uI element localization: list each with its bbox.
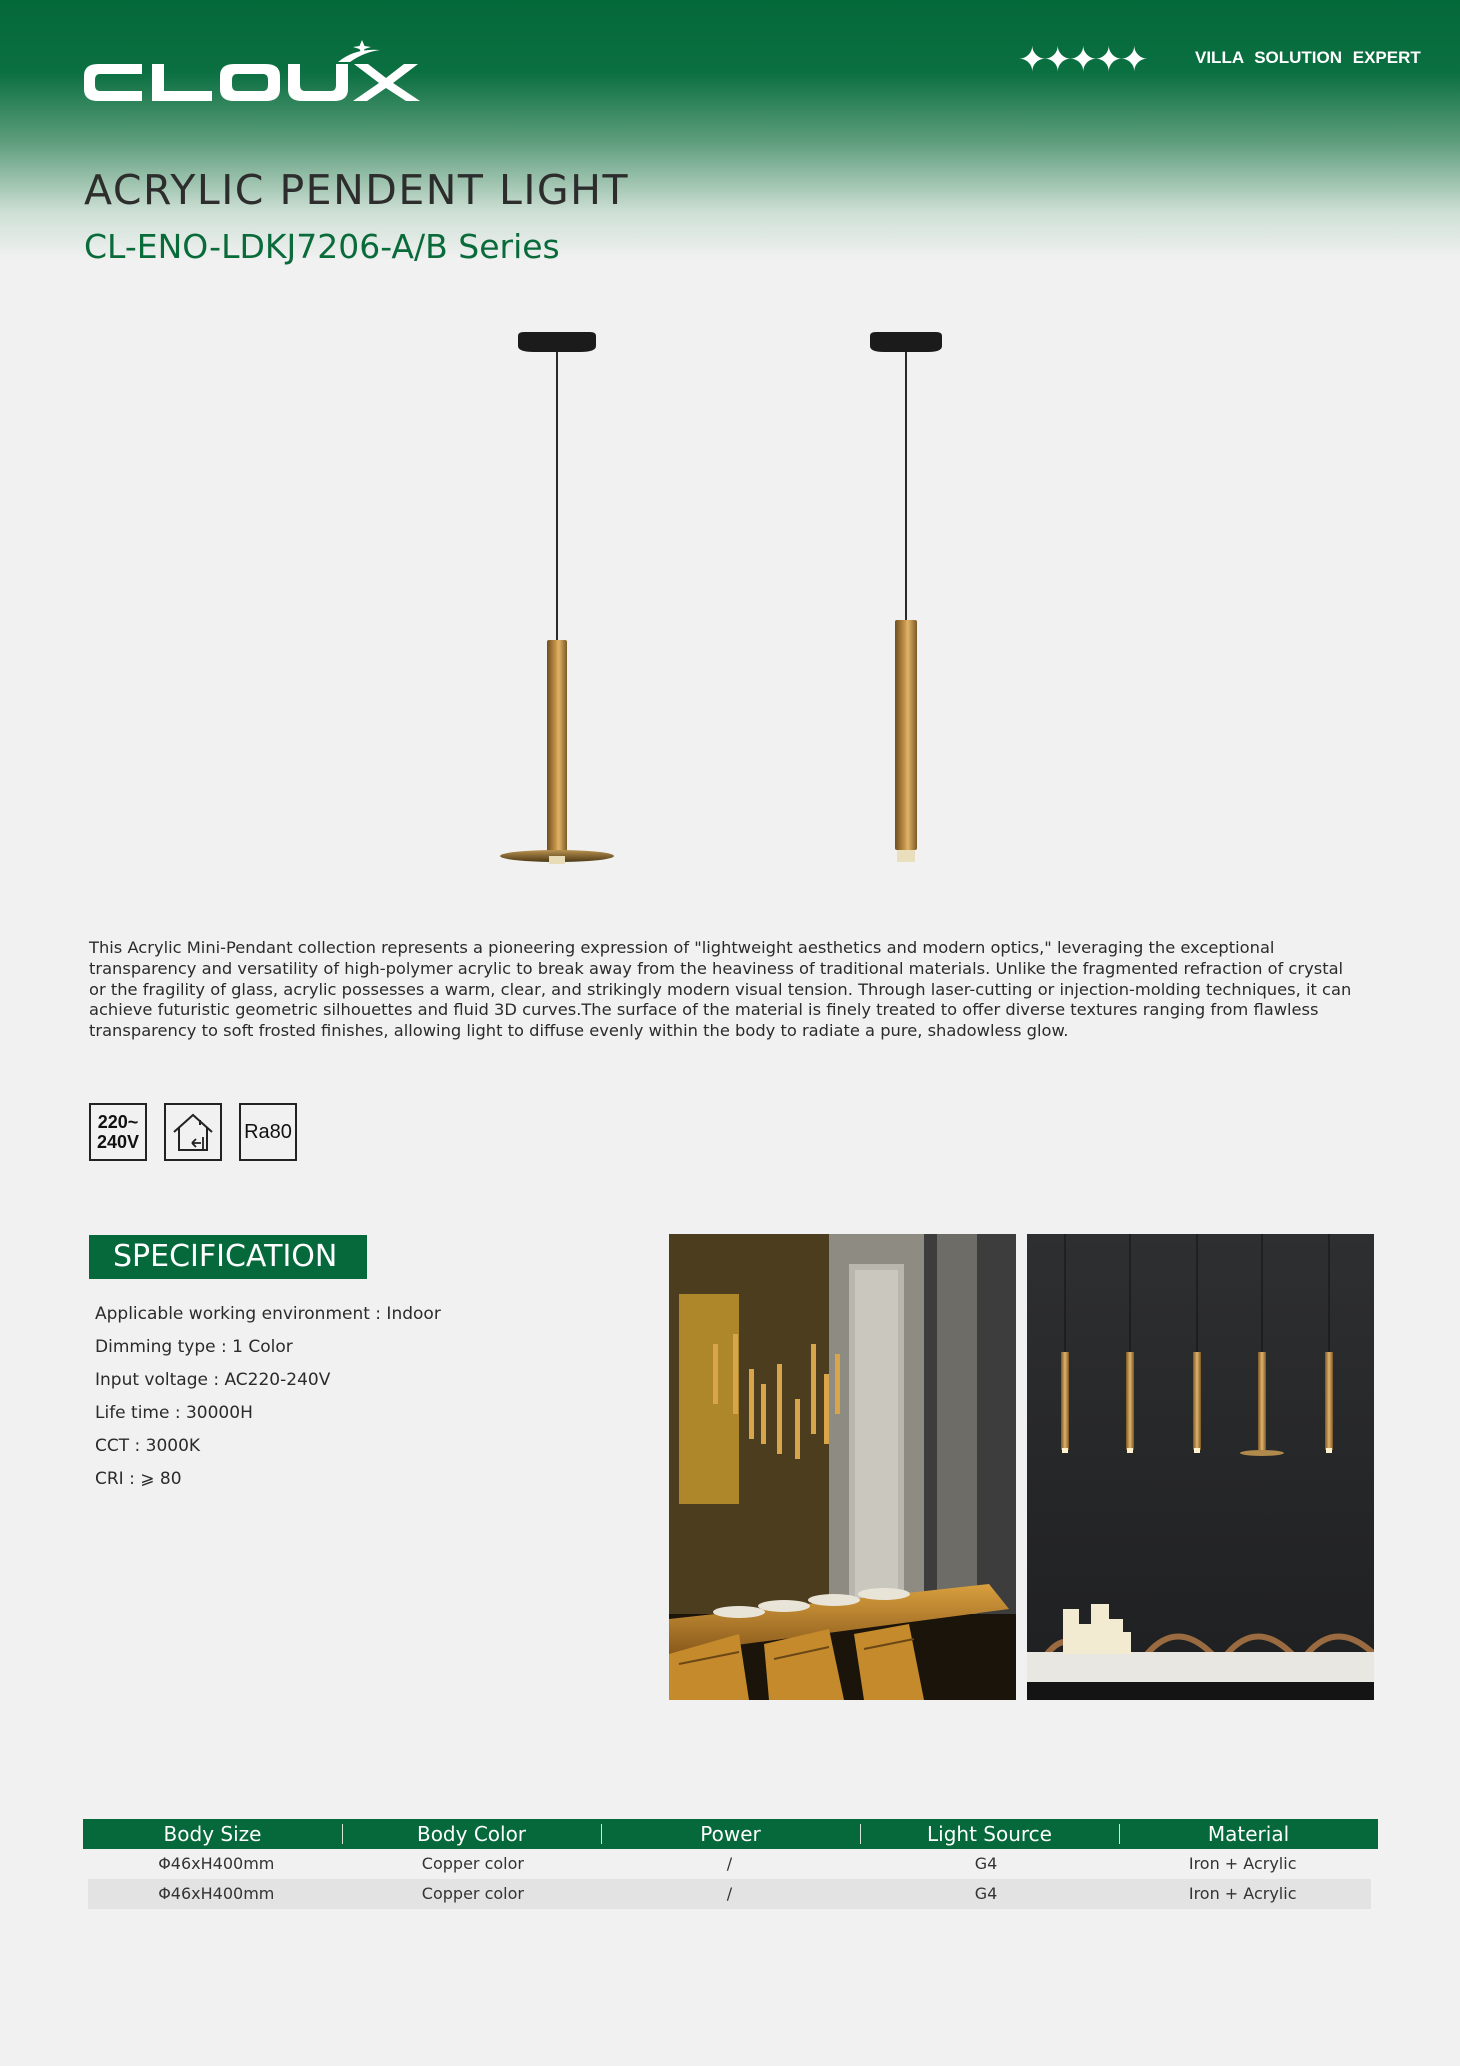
- col-header: Material: [1119, 1819, 1378, 1849]
- specification-list: [95, 1298, 441, 1496]
- indoor-house-icon: [170, 1110, 216, 1154]
- product-description: This Acrylic Mini-Pendant collection represents a pioneering expression of "lightweight aesthetics and modern optics," leveraging the exceptional transparency and versatility of high-polymer acrylic to break away from the heaviness of traditional materials. Unlike the fragmented refraction of crystal or the fragility of glass, acrylic possesses a warm, clear, and strikingly modern visual tension. Through laser-cutting or injection-molding techniques, it can achieve futuristic geometric silhouettes and fluid 3D curves.The surface of the material is finely treated to offer diverse textures ranging from flawless transparency to soft frosted finishes, allowing light to diffuse evenly within the body to radiate a pure, shadowless glow.: [89, 938, 1352, 1041]
- indoor-badge: [164, 1103, 222, 1161]
- header-banner: [0, 0, 1460, 260]
- table-row: [88, 1879, 1371, 1909]
- voltage-badge: [89, 1103, 147, 1161]
- spec-item: Input voltage : AC220-240V: [95, 1370, 331, 1390]
- table-row: [88, 1849, 1371, 1879]
- table-header: [83, 1819, 1378, 1849]
- cri-label: Ra80: [244, 1121, 292, 1143]
- col-header: Power: [601, 1819, 860, 1849]
- table-cell: G4: [974, 1884, 998, 1903]
- table-cell: G4: [974, 1854, 998, 1873]
- cri-badge: [239, 1103, 297, 1161]
- spec-table: [83, 1819, 1378, 1909]
- brand-tagline: VILLA SOLUTION EXPERT: [1195, 48, 1421, 67]
- voltage-line2: 240V: [96, 1132, 140, 1152]
- spec-item: CRI : ⩾ 80: [95, 1469, 182, 1489]
- spec-item: Life time : 30000H: [95, 1403, 253, 1423]
- col-header: Body Size: [163, 1822, 262, 1846]
- table-cell: /: [726, 1884, 733, 1903]
- col-header: Body Color: [342, 1819, 601, 1849]
- col-header: Light Source: [860, 1819, 1119, 1849]
- rating-stars: ✦✦✦✦✦: [1018, 40, 1146, 80]
- series-subtitle: CL-ENO-LDKJ7206-A/B Series: [84, 227, 560, 266]
- brand-logo: [80, 40, 440, 110]
- table-cell: Φ46xH400mm: [158, 1884, 275, 1903]
- spec-item: Applicable working environment : Indoor: [95, 1304, 441, 1324]
- product-drawings: [480, 320, 980, 880]
- voltage-line1: 220~: [97, 1112, 139, 1132]
- table-cell: Copper color: [421, 1884, 524, 1903]
- table-cell: Iron + Acrylic: [1188, 1884, 1297, 1903]
- specification-heading: SPECIFICATION: [89, 1235, 367, 1279]
- table-cell: Iron + Acrylic: [1188, 1854, 1297, 1873]
- table-cell: /: [726, 1854, 733, 1873]
- page-title: ACRYLIC PENDENT LIGHT: [84, 166, 630, 214]
- scene-photo-restaurant: [669, 1234, 1016, 1700]
- spec-item: CCT : 3000K: [95, 1436, 201, 1456]
- spec-item: Dimming type : 1 Color: [95, 1337, 293, 1357]
- table-cell: Copper color: [421, 1854, 524, 1873]
- table-cell: Φ46xH400mm: [158, 1854, 275, 1873]
- scene-photo-dining: [1027, 1234, 1374, 1700]
